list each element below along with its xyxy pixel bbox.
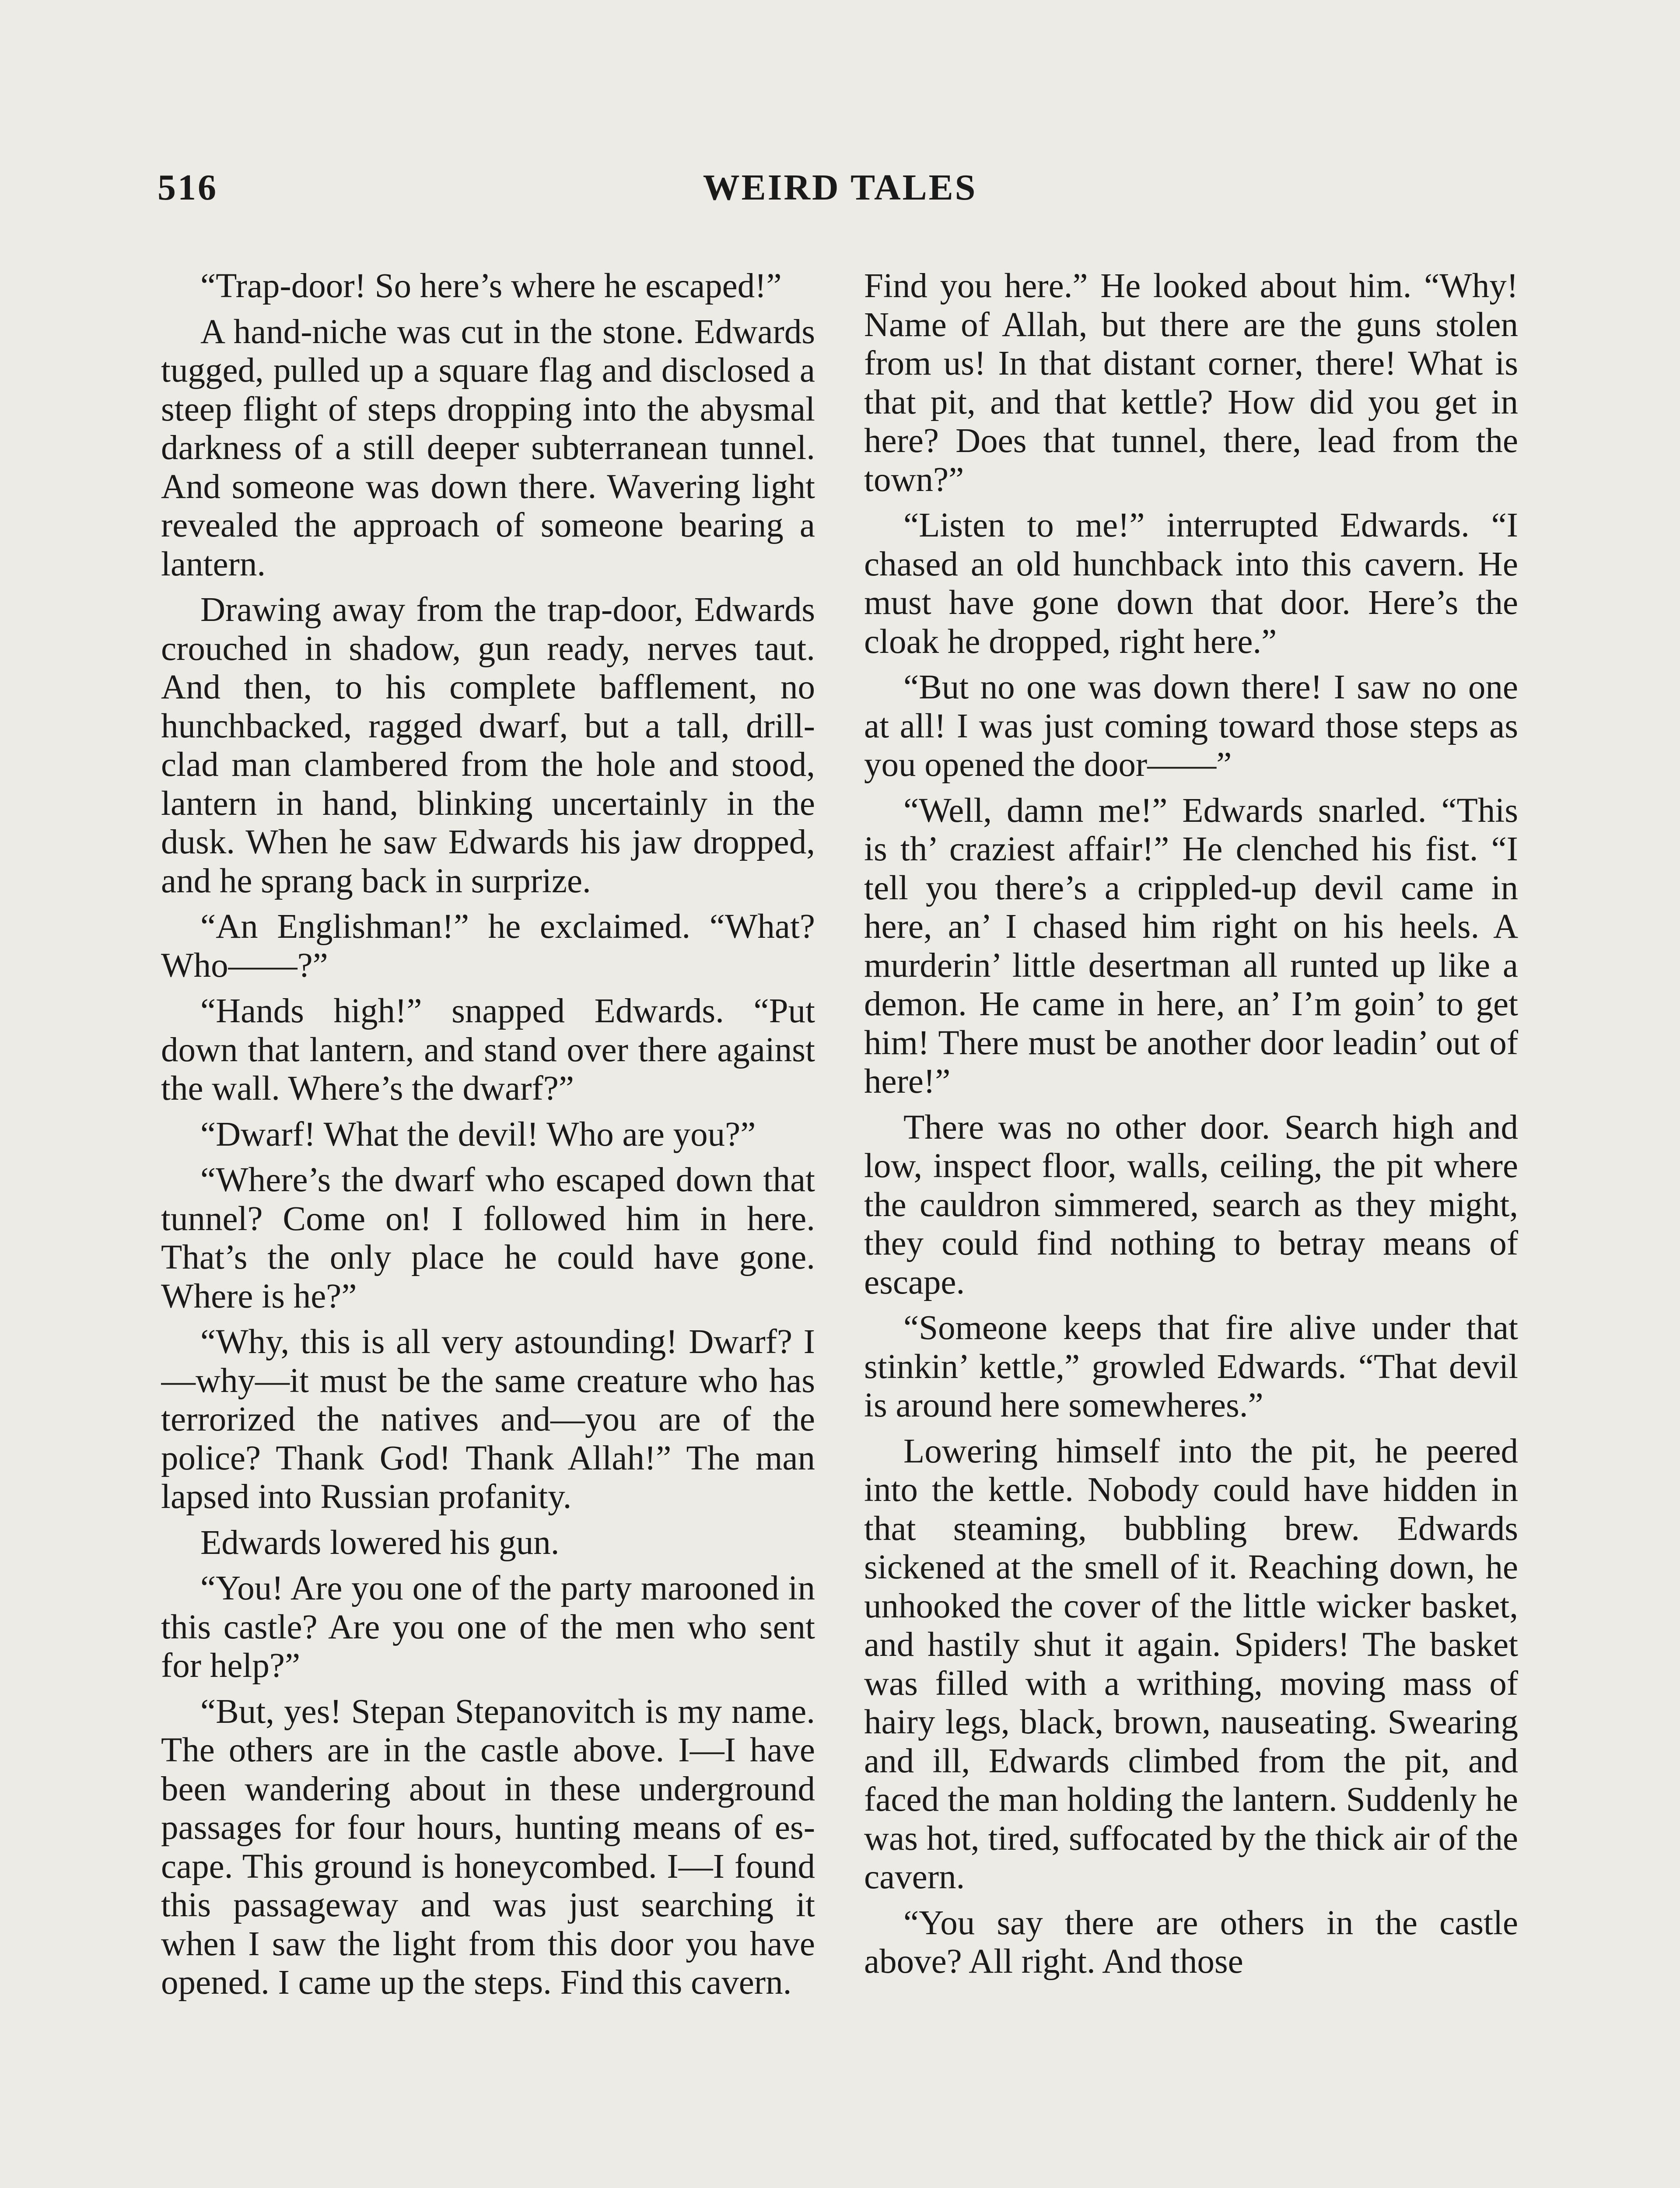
paragraph: “Well, damn me!” Edwards snarled. “This is th’ craziest affair!” He clenched his fist. “I tell you there’s a crippled-up devil came in here, an’ I chased him right on his heels. A murderin’ little desertman all runted up like a demon. He came in here, an’ I’m goin’ to get him! There must be another door leadin’ out of here!” [864, 791, 1518, 1101]
paragraph: “Someone keeps that fire alive under that stinkin’ kettle,” growled Edwards. “That devil is around here somewheres.” [864, 1309, 1518, 1424]
paragraph: “Hands high!” snapped Edwards. “Put down that lantern, and stand over there against the wall. Where’s the dwarf?” [161, 992, 815, 1108]
paragraph: “Listen to me!” interrupted Edwards. “I chased an old hunchback into this cavern. He must have gone down that door. Here’s the cloak he dropped, right here.” [864, 506, 1518, 661]
paragraph: “But, yes! Stepan Stepanovitch is my name. The others are in the castle above. I—I have been wandering about in these underground passages for four hours, hunting means of escape. This ground is honeycombed. I—I found this passageway and was just searching it when I saw the light from this door you have opened. I came up the steps. Find this cavern. [161, 1692, 815, 2002]
paragraph-continued: Find you here.” He looked about him. “Why! Name of Allah, but there are the guns stolen from us! In that distant corner, there! What is that pit, and that kettle? How did you get in here? Does that tunnel, there, lead from the town?” [864, 267, 1518, 499]
paragraph: Edwards lowered his gun. [200, 1523, 560, 1562]
paragraph: Drawing away from the trap-door, Edwards crouched in shadow, gun ready, nerves taut. And then, to his complete bafflement, no hunchbacked, ragged dwarf, but a tall, drill-clad man clambered from the hole and stood, lantern in hand, blinking uncertainly in the dusk. When he saw Edwards his jaw dropped, and he sprang back in surprize. [161, 591, 815, 900]
paragraph: A hand-niche was cut in the stone. Edwards tugged, pulled up a square flag and disclosed a steep flight of steps dropping into the abysmal darkness of a still deeper subterranean tunnel. And someone was down there. Wavering light revealed the approach of someone bearing a lantern. [161, 312, 815, 583]
paragraph: There was no other door. Search high and low, inspect floor, walls, ceiling, the pit where the cauldron simmered, search as they might, they could find nothing to betray means of escape. [864, 1108, 1518, 1301]
paragraph: “An Englishman!” he exclaimed. “What? Who——?” [161, 908, 815, 985]
paragraph: Lowering himself into the pit, he peered into the kettle. Nobody could have hidden in that steaming, bubbling brew. Edwards sickened at the smell of it. Reaching down, he unhooked the cover of the little wicker basket, and hastily shut it again. Spiders! The basket was filled with a writhing, moving mass of hairy legs, black, brown, nauseating. Swearing and ill, Edwards climbed from the pit, and faced the man holding the lantern. Suddenly he was hot, tired, suffocated by the thick air of the cavern. [864, 1432, 1518, 1896]
page-header [158, 166, 1522, 214]
paragraph: “You say there are others in the castle above? All right. And those [864, 1904, 1518, 1981]
paragraph: “Dwarf! What the devil! Who are you?” [200, 1115, 756, 1154]
paragraph: “Why, this is all very astounding! Dwarf? I—why—it must be the same creature who has terrorized the natives and—you are of the police? Thank God! Thank Allah!” The man lapsed into Russian profanity. [161, 1323, 815, 1516]
paragraph: “You! Are you one of the party marooned in this castle? Are you one of the men who sent for help?” [161, 1569, 815, 1685]
paragraph: “Trap-door! So here’s where he escaped!” [200, 267, 782, 305]
paragraph: “But no one was down there! I saw no one at all! I was just coming toward those steps as you opened the door——” [864, 668, 1518, 784]
page-number: 516 [158, 167, 218, 208]
right-column [864, 267, 1518, 2188]
left-column [161, 267, 815, 2188]
running-title: WEIRD TALES [703, 167, 977, 208]
paragraph: “Where’s the dwarf who escaped down that tunnel? Come on! I followed him in here. That’s the only place he could have gone. Where is he?” [161, 1161, 815, 1315]
